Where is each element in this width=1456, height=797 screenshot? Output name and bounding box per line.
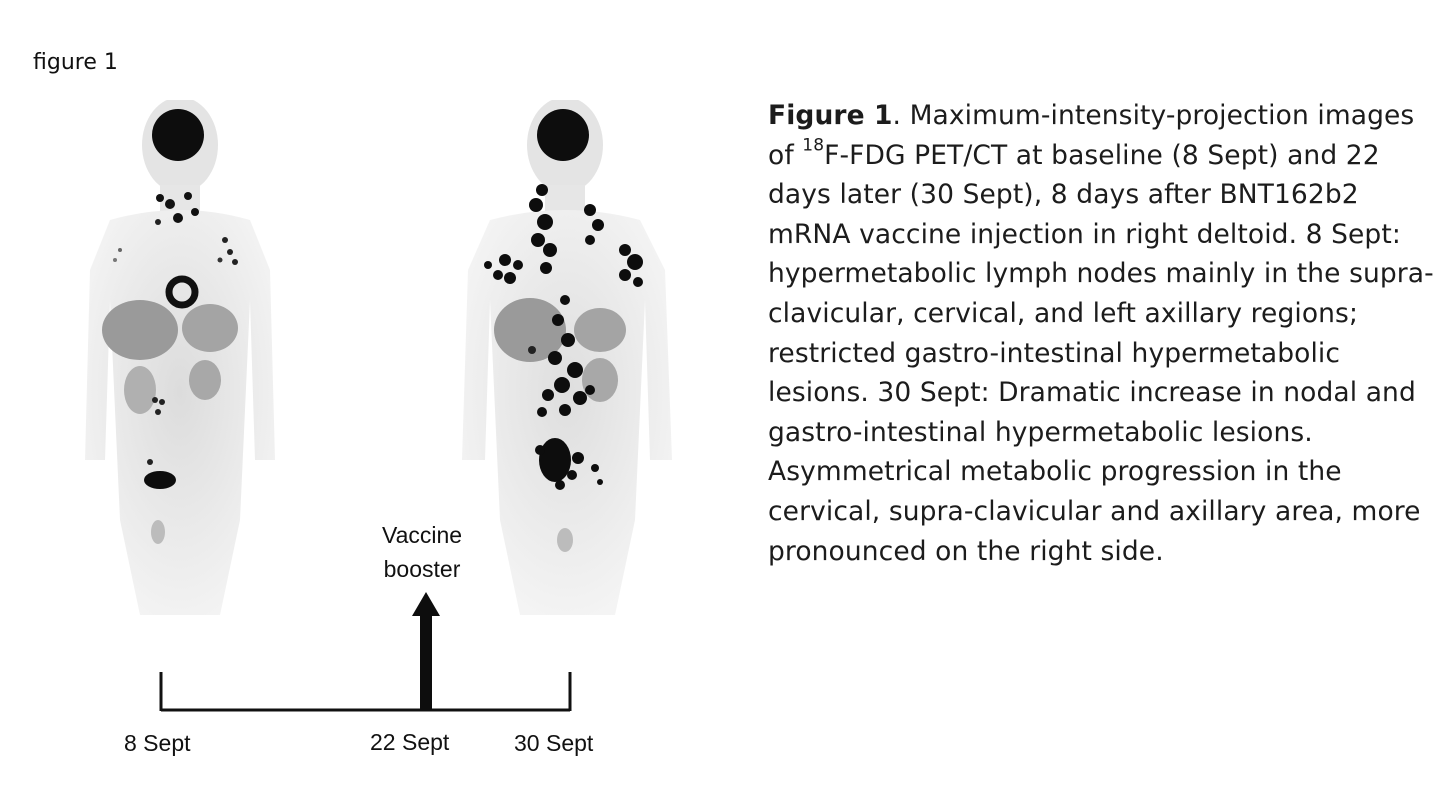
vaccine-booster-arrow — [420, 614, 432, 710]
isotope-superscript: 18 — [802, 135, 825, 155]
pet-scan-followup-image — [450, 100, 690, 620]
timeline — [150, 590, 590, 720]
caption-lead: . Maximum-intensity-projection images of — [768, 100, 1415, 171]
caption-title: Figure 1 — [768, 100, 893, 131]
vaccine-booster-arrowhead — [412, 592, 440, 616]
pet-scan-baseline-image — [70, 100, 290, 620]
vaccine-label-line2: booster — [383, 556, 461, 582]
timeline-date-booster: 22 Sept — [370, 729, 450, 755]
vaccine-booster-label — [370, 518, 474, 586]
figure-label: figure 1 — [33, 50, 118, 75]
timeline-date-end: 30 Sept — [514, 730, 594, 756]
vaccine-label-line1: Vaccine — [381, 522, 463, 548]
caption-body: F-FDG PET/CT at baseline (8 Sept) and 22 days later (30 Sept), 8 days after BNT162b2 mRNA vaccine injection in right deltoid. 8 Sept: hypermetabolic lymph nodes mainly in the supra-clavicular, cervical, and left axillary regions; restricted gastro-intestinal hypermetabolic lesions. 30 Sept: Dramatic increase in nodal and gastro-intestinal hypermetabolic lesions. Asymmetrical metabolic progression in the cervical, supra-clavicular and axillary area, more pronounced on the right side. — [768, 139, 1434, 567]
figure-caption — [768, 96, 1438, 571]
timeline-date-start: 8 Sept — [124, 730, 191, 756]
